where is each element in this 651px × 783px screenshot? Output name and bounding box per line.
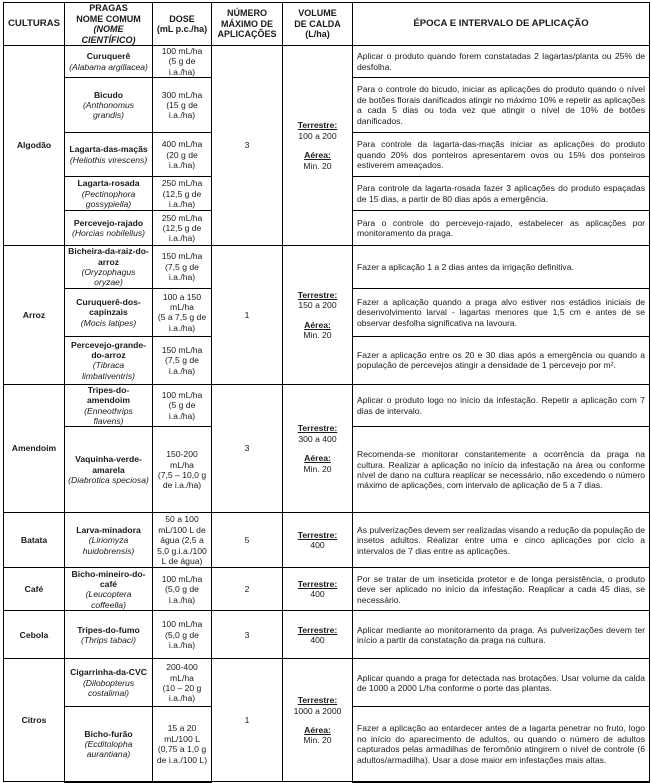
- dose-line: L de água): [161, 556, 203, 567]
- dose-line: mL/100 L de: [158, 524, 206, 535]
- max-applications-cell: [212, 384, 283, 513]
- table-body: [4, 46, 650, 782]
- table-row: [4, 659, 650, 707]
- culture-cell: [4, 611, 65, 659]
- pest-cell: [65, 659, 153, 707]
- dose-line: 400 mL/ha: [161, 139, 203, 150]
- dose-line: 100 a 150: [162, 291, 202, 302]
- pest-cell: [65, 513, 153, 568]
- pest-scientific-name: (Liriomyza huidobrensis): [82, 535, 135, 556]
- culture-name: Algodão: [16, 140, 52, 151]
- dose-line: (7,5 g de: [165, 355, 199, 366]
- volume-terrestre-value: 300 a 400: [298, 433, 337, 444]
- pest-common-name: Bicheira-da-raiz-do-arroz: [68, 246, 149, 267]
- dose-line: água (2,5 a: [160, 535, 204, 546]
- dose-line: 250 mL/ha: [161, 212, 203, 223]
- volume-terrestre-label: Terrestre:: [297, 289, 338, 300]
- dose-line: (0,75 a 1,0 g: [157, 744, 207, 755]
- volume-terrestre-label: Terrestre:: [297, 423, 338, 434]
- pest-common-name: Vaquinha-verde-amarela: [75, 454, 142, 475]
- volume-calda-cell: [283, 611, 353, 659]
- culture-name: Amendoim: [11, 443, 57, 454]
- pest-scientific-name: (Anthonomus grandis): [82, 100, 135, 121]
- pest-common-name: Percevejo-grande-do-arroz: [71, 339, 146, 360]
- dose-line: (7,5 g de: [165, 261, 199, 272]
- volume-calda-cell: [283, 513, 353, 568]
- pest-cell: [65, 568, 153, 611]
- application-description: Aplicar o produto quando forem constatadas 2 lagartas/planta ou 25% de desfolha.: [353, 46, 650, 78]
- volume-aerea-value: Min. 20: [303, 735, 332, 746]
- header-numero-maximo: NÚMERO MÁXIMO DE APLICAÇÕES: [212, 3, 283, 46]
- dose-line: i.a./ha): [168, 272, 196, 283]
- dose-line: (5 g de i.a./ha): [168, 400, 196, 421]
- pest-scientific-name: (Enneothrips flavens): [84, 405, 133, 427]
- pest-cell: [65, 46, 153, 78]
- application-description: Recomenda-se monitorar constantemente a ocorrência da praga na cultura. Realizar a aplicação no início da infestação na área ou conforme nível de dano na cultura reaplicar se necessário, não excedendo o número máximo de aplicações, com intervalo de aplicação de 5 a 7 dias.: [353, 427, 650, 513]
- pest-scientific-name: (Leucoptera coffeella): [85, 589, 132, 610]
- application-description: Para o controle do percevejo-rajado, estabelecer as aplicações por monitoramento da praga.: [353, 211, 650, 246]
- dose-line: (12,5 g de: [162, 223, 202, 234]
- dose-cell: [153, 707, 212, 782]
- dose-line: (20 g de: [166, 149, 198, 160]
- volume-terrestre-value: 400: [310, 540, 325, 551]
- application-description: Aplicar quando a praga for detectada nas brotações. Usar volume da calda de 1000 a 2000 L/ha conforme o porte das plantas.: [353, 659, 650, 707]
- dose-cell: [153, 288, 212, 336]
- dose-line: (15 g de: [166, 100, 198, 111]
- pest-cell: [65, 707, 153, 782]
- volume-aerea-label: Aérea:: [304, 150, 331, 161]
- dose-cell: [153, 568, 212, 611]
- dose-cell: [153, 513, 212, 568]
- dose-line: 100 mL/ha: [161, 573, 203, 584]
- pest-scientific-name: (Mocis latipes): [80, 317, 137, 328]
- pest-cell: [65, 78, 153, 133]
- dose-line: i.a./ha): [168, 233, 196, 244]
- pest-cell: [65, 336, 153, 384]
- volume-terrestre-value: 400: [310, 634, 325, 645]
- header-pragas: PRAGAS NOME COMUM (NOME CIENTÍFICO): [65, 3, 153, 46]
- volume-terrestre-value: 150 a 200: [298, 300, 337, 311]
- volume-terrestre-value: 400: [310, 589, 325, 600]
- pest-scientific-name: (Pectinophora gossypiella): [81, 188, 136, 209]
- max-applications-cell: [212, 513, 283, 568]
- dose-line: i.a./ha): [168, 693, 196, 704]
- dose-line: 200-400: [166, 662, 198, 673]
- pest-cell: [65, 384, 153, 427]
- table-row: [4, 46, 650, 78]
- application-description: Para o controle do bicudo, iniciar as aplicações do produto quando o nível de botões florais danificados atingir no máximo 10% e repetir as aplicações a cada 5 dias ou toda vez que atingir o nível de 10% de botões danificados.: [353, 78, 650, 133]
- volume-terrestre-value: 1000 a 2000: [293, 705, 342, 716]
- volume-aerea-value: Min. 20: [303, 160, 332, 171]
- culture-cell: [4, 384, 65, 513]
- dose-line: (5,0 g de: [165, 584, 199, 595]
- header-row: [4, 3, 650, 46]
- culture-cell: [4, 513, 65, 568]
- pest-common-name: Percevejo-rajado: [73, 217, 144, 228]
- dose-line: de i.a./ha): [162, 480, 202, 491]
- table-row: [4, 246, 650, 289]
- culture-cell: [4, 659, 65, 782]
- volume-terrestre-label: Terrestre:: [297, 695, 338, 706]
- dose-line: (7,5 – 10,0 g: [157, 469, 207, 480]
- volume-calda-cell: [283, 659, 353, 782]
- volume-aerea-value: Min. 20: [303, 463, 332, 474]
- volume-calda-cell: [283, 568, 353, 611]
- pest-cell: [65, 177, 153, 211]
- dose-line: (5,0 g de: [165, 629, 199, 640]
- volume-aerea-label: Aérea:: [304, 319, 331, 330]
- dose-line: 100 mL/ha: [161, 390, 203, 401]
- volume-aerea-label: Aérea:: [304, 453, 331, 464]
- dose-line: i.a./ha): [168, 322, 196, 333]
- dose-cell: [153, 659, 212, 707]
- max-applications-value: 1: [244, 715, 250, 726]
- culture-name: Citros: [21, 715, 47, 726]
- dose-line: 50 a 100: [165, 514, 199, 525]
- pest-common-name: Bicho-furão: [84, 728, 133, 739]
- max-applications-value: 3: [244, 140, 250, 151]
- volume-calda-cell: [283, 384, 353, 513]
- dose-line: 100 mL/ha: [161, 619, 203, 630]
- dose-cell: [153, 133, 212, 177]
- pest-common-name: Lagarta-rosada: [77, 178, 140, 189]
- dose-line: (10 – 20 g: [162, 682, 202, 693]
- volume-terrestre-value: 100 a 200: [298, 130, 337, 141]
- application-description: Fazer a aplicação entre os 20 e 30 dias após a emergência ou quando a população de percevejos atingir a densidade de 1 percevejo por m².: [353, 336, 650, 384]
- dose-line: mL/ha: [170, 459, 194, 470]
- max-applications-cell: [212, 611, 283, 659]
- dose-line: 150-200: [166, 449, 198, 460]
- application-description: Para controle da lagarta-rosada fazer 3 aplicações do produto espaçadas de 15 dias, a partir de 80 dias após a emergência.: [353, 177, 650, 211]
- max-applications-value: 3: [244, 443, 250, 454]
- dose-line: 150 mL/ha: [161, 251, 203, 262]
- table-row: [4, 384, 650, 427]
- dose-line: i.a./ha): [168, 640, 196, 651]
- pest-scientific-name: (Ecditolopha aurantiana): [84, 739, 133, 760]
- pest-cell: [65, 427, 153, 513]
- pest-scientific-name: (Diabrotica speciosa): [68, 475, 149, 486]
- application-description: Aplicar o produto logo no início da infestação. Repetir a aplicação com 7 dias de intervalo.: [353, 384, 650, 427]
- dose-cell: [153, 246, 212, 289]
- pest-common-name: Bicudo: [93, 89, 124, 100]
- max-applications-cell: [212, 568, 283, 611]
- pest-scientific-name: (Alabama argillacea): [69, 61, 148, 72]
- dose-line: 300 mL/ha: [161, 89, 203, 100]
- application-description: Para controle da lagarta-das-maçãs iniciar as aplicações do produto quando 20% dos ponteiros apresentarem ovos ou 15% dos ponteiros estiverem ameaçados.: [353, 133, 650, 177]
- table-row: [4, 513, 650, 568]
- culture-name: Cebola: [19, 629, 49, 640]
- pest-cell: [65, 211, 153, 246]
- application-description: Fazer a aplicação quando a praga alvo estiver nos estádios iniciais de desenvolvimento larval - lagartas menores que 1,5 cm e antes de se observar desfolha significativa na lavoura.: [353, 288, 650, 336]
- header-volume-calda: VOLUME DE CALDA (L/ha): [283, 3, 353, 46]
- volume-aerea-value: Min. 20: [303, 329, 332, 340]
- dose-line: i.a./ha): [168, 159, 196, 170]
- dose-line: (5 a 7,5 g de: [157, 312, 207, 323]
- dose-line: mL/100 L: [164, 733, 200, 744]
- dose-line: i.a./ha): [168, 594, 196, 605]
- application-table: [3, 2, 650, 783]
- volume-terrestre-label: Terrestre:: [297, 530, 338, 541]
- table-row: [4, 568, 650, 611]
- volume-terrestre-label: Terrestre:: [297, 120, 338, 131]
- max-applications-value: 1: [244, 309, 250, 320]
- volume-terrestre-label: Terrestre:: [297, 579, 338, 590]
- dose-line: i.a./ha): [168, 198, 196, 209]
- pest-cell: [65, 611, 153, 659]
- pest-scientific-name: (Oryzophagus oryzae): [81, 267, 136, 288]
- culture-name: Batata: [20, 535, 48, 546]
- culture-name: Café: [24, 584, 44, 595]
- application-description: Por se tratar de um inseticida protetor e de longa persistência, o produto deve ser aplicado no início da infestação. Reaplicar a cada 45 dias, se necessário.: [353, 568, 650, 611]
- max-applications-cell: [212, 246, 283, 385]
- volume-calda-cell: [283, 246, 353, 385]
- max-applications-value: 3: [244, 629, 250, 640]
- header-dose: DOSE (mL p.c./ha): [153, 3, 212, 46]
- max-applications-value: 2: [244, 584, 250, 595]
- dose-line: 15 a 20: [167, 723, 197, 734]
- dose-line: 5,0 g.i.a./100: [157, 545, 207, 556]
- dose-line: 150 mL/ha: [161, 344, 203, 355]
- volume-aerea-label: Aérea:: [304, 724, 331, 735]
- application-description: Fazer a aplicação 1 a 2 dias antes da irrigação definitiva.: [353, 246, 650, 289]
- dose-cell: [153, 211, 212, 246]
- dose-line: 250 mL/ha: [161, 178, 203, 189]
- pest-scientific-name: (Dilobopterus costalimai): [82, 677, 135, 699]
- dose-cell: [153, 384, 212, 427]
- pest-common-name: Tripes-do-amendoim: [87, 384, 130, 406]
- pest-scientific-name: (Thrips tabaci): [81, 634, 136, 645]
- pest-scientific-name: (Heliothis virescens): [69, 154, 148, 165]
- table-row: [4, 611, 650, 659]
- volume-calda-cell: [283, 46, 353, 246]
- application-description: Aplicar mediante ao monitoramento da praga. As pulverizações devem ter início a partir da constatação da praga na cultura.: [353, 611, 650, 659]
- dose-cell: [153, 78, 212, 133]
- pest-scientific-name: (Tibraca limbativentris): [81, 360, 135, 381]
- pest-common-name: Larva-minadora: [76, 524, 141, 535]
- pest-common-name: Tripes-do-fumo: [77, 624, 140, 635]
- volume-terrestre-label: Terrestre:: [297, 624, 338, 635]
- dose-cell: [153, 46, 212, 78]
- dose-line: de i.a./100 L): [156, 754, 208, 765]
- culture-cell: [4, 568, 65, 611]
- culture-cell: [4, 246, 65, 385]
- pest-cell: [65, 288, 153, 336]
- dose-cell: [153, 177, 212, 211]
- dose-cell: [153, 427, 212, 513]
- culture-name: Arroz: [22, 309, 46, 320]
- dose-line: (12,5 g de: [162, 188, 202, 199]
- header-epoca: ÉPOCA E INTERVALO DE APLICAÇÃO: [353, 3, 650, 46]
- pest-common-name: Bicho-mineiro-do-café: [71, 568, 146, 590]
- pest-cell: [65, 133, 153, 177]
- application-description: As pulverizações devem ser realizadas visando a redução da população de insetos adultos. Realizar entre uma e cinco aplicações por ciclo a intervalos de 7 dias entre as aplicações.: [353, 513, 650, 568]
- max-applications-cell: [212, 46, 283, 246]
- pest-common-name: Curuquerê: [86, 51, 131, 62]
- dose-line: i.a./ha): [168, 110, 196, 121]
- dose-line: 100 mL/ha: [161, 46, 203, 56]
- max-applications-cell: [212, 659, 283, 782]
- dose-line: mL/ha: [170, 672, 194, 683]
- application-description: Fazer a aplicação ao entardecer antes de a lagarta penetrar no fruto, logo no início do aparecimento de adultos, ou quando o número de adultos capturados pelas armadilhas de feromônio atingirem o nível de controle (6 adultos/armadilha). Usar a dose maior em infestações mais altas.: [353, 707, 650, 782]
- dose-line: mL/ha: [170, 301, 194, 312]
- max-applications-value: 5: [244, 535, 250, 546]
- header-culturas: CULTURAS: [4, 3, 65, 46]
- pest-common-name: Curuquerê-dos-capinzais: [76, 296, 141, 318]
- dose-line: (5 g de i.a./ha): [168, 56, 196, 77]
- culture-cell: [4, 46, 65, 246]
- dose-cell: [153, 336, 212, 384]
- pest-common-name: Cigarrinha-da-CVC: [70, 667, 147, 678]
- dose-cell: [153, 611, 212, 659]
- pest-common-name: Lagarta-das-maçãs: [69, 144, 148, 155]
- pest-cell: [65, 246, 153, 289]
- dose-line: i.a./ha): [168, 365, 196, 376]
- pest-scientific-name: (Horcias nobilellus): [71, 228, 146, 239]
